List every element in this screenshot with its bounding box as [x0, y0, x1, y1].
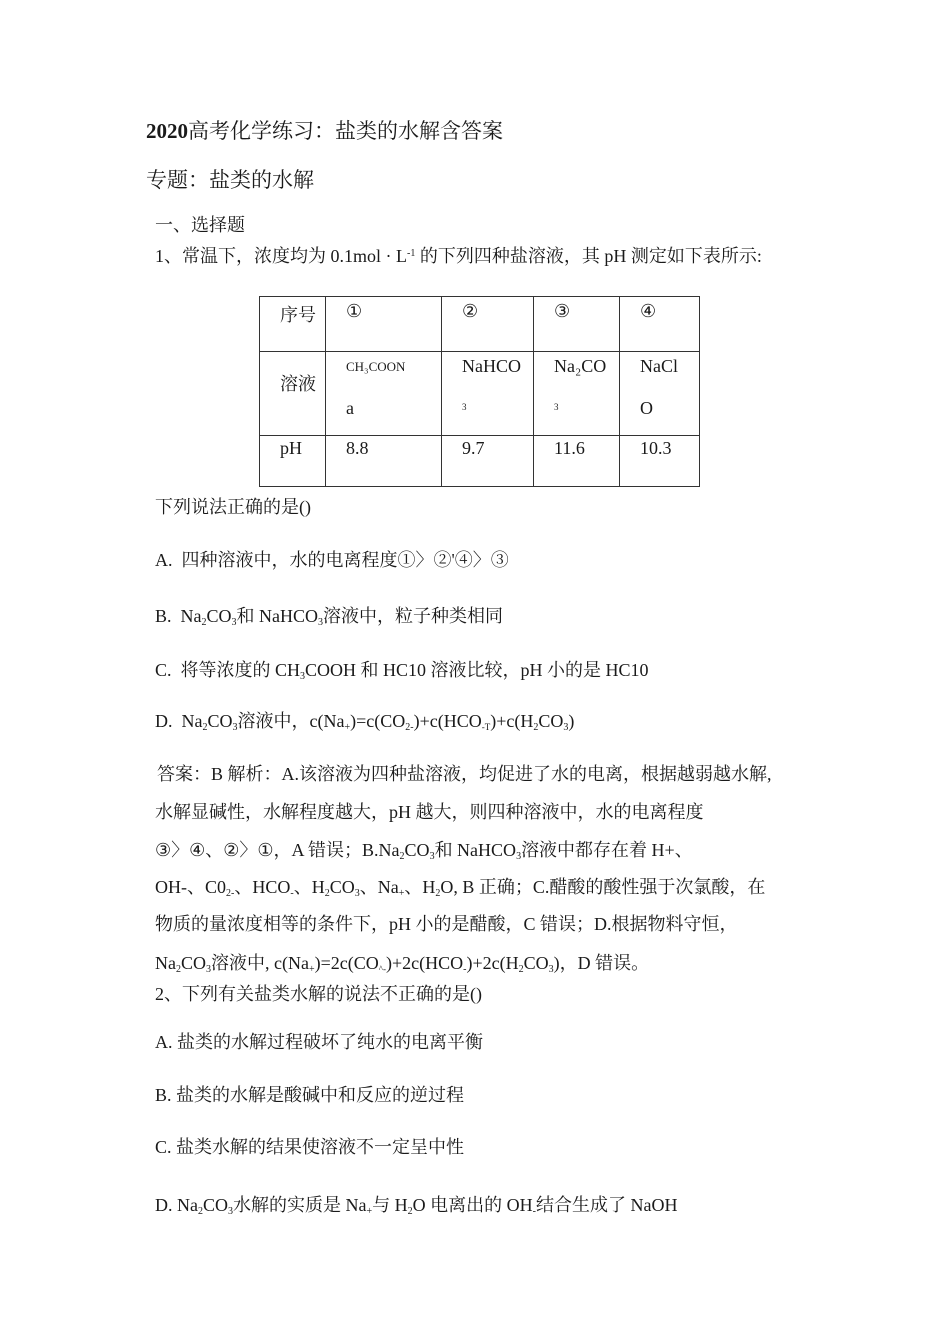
ph-table: [259, 296, 700, 487]
section-heading: 一、选择题: [155, 215, 245, 235]
table-header-index: 序号: [280, 305, 316, 325]
q1-answer-line-2: 水解显碱性，水解程度越大，pH 越大，则四种溶液中，水的电离程度: [155, 802, 704, 822]
q2-option-b: B. 盐类的水解是酸碱中和反应的逆过程: [155, 1085, 465, 1105]
ph-value-3: 11.6: [554, 438, 585, 458]
q1-stem: 1、常温下，浓度均为 $0.1mol \cdot L^{-1}$ 的下列四种盐溶液，其 pH 测定如下表所示:: [155, 246, 762, 266]
q1-answer-line-4: OH-、$C0_{2-}$、$HCO_-$、$H_2CO_3$、$Na_+$、$H_2O$, B 正确；C.醋酸的酸性强于次氯酸，在: [155, 877, 766, 899]
solution-1-line1: CH₃COON: [346, 359, 406, 374]
q1-prompt: 下列说法正确的是(): [155, 497, 311, 517]
solution-3-line1: Na₂CO: [554, 356, 607, 376]
q2-option-a: A. 盐类的水解过程破坏了纯水的电离平衡: [155, 1032, 483, 1052]
solution-2-line1: NaHCO: [462, 356, 521, 376]
q1-option-a: A. 四种溶液中，水的电离程度①〉②'④〉③: [155, 550, 509, 570]
q1-answer-line-5: 物质的量浓度相等的条件下，pH 小的是醋酸，C 错误；D.根据物料守恒，: [155, 914, 738, 934]
page-title: 2020高考化学练习：盐类的水解含答案: [146, 119, 503, 143]
ph-value-1: 8.8: [346, 438, 369, 458]
q1-option-b: B. $Na_2CO_3$和 NaHCO$_3$溶液中，粒子种类相同: [155, 606, 504, 628]
table-header-1: ①: [346, 301, 363, 321]
table-row-label-solution: 溶液: [280, 374, 316, 394]
q2-option-d: D. $Na_2CO_3$水解的实质是 $Na_+$与 $H_2O$ 电离出的 $OH_-$结合生成了 NaOH: [155, 1195, 678, 1217]
solution-3-line2: 3: [554, 402, 559, 412]
q2-option-c: C. 盐类水解的结果使溶液不一定呈中性: [155, 1137, 465, 1157]
q1-answer-line-6: $Na_2CO_3$溶液中, $c(Na_+)=2c(CO_{\^{}-})+2c(HCO_-)+2c(H_2CO_3)$，D 错误。: [155, 953, 650, 975]
solution-4-line1: NaCl: [640, 356, 678, 376]
ph-value-2: 9.7: [462, 438, 485, 458]
q1-option-d: D. $Na_2CO_3$溶液中，$c(Na_+)=c(CO_{2-})+c(HCO_{-T})+c(H_2CO_3)$: [155, 711, 575, 733]
solution-2-line2: 3: [462, 402, 467, 412]
q1-option-c: C. 将等浓度的 $CH_3COOH$ 和 HC10 溶液比较，pH 小的是 HC10: [155, 660, 649, 682]
q1-answer-line-3: ③〉④、②〉①，A 错误；$B.Na_2CO_3$和 NaHCO$_3$溶液中都存在着 H+、: [155, 840, 693, 862]
q2-stem: 2、下列有关盐类水解的说法不正确的是(): [155, 984, 482, 1004]
solution-4-line2: O: [640, 398, 653, 418]
table-header-4: ④: [640, 301, 657, 321]
table-row-label-ph: pH: [280, 438, 302, 458]
table-header-3: ③: [554, 301, 571, 321]
topic-heading: 专题：盐类的水解: [146, 168, 314, 192]
ph-value-4: 10.3: [640, 438, 672, 458]
q1-answer-line-1: 答案：B 解析：A.该溶液为四种盐溶液，均促进了水的电离，根据越弱越水解,: [157, 764, 772, 784]
solution-1-line2: a: [346, 398, 354, 418]
table-header-2: ②: [462, 301, 479, 321]
